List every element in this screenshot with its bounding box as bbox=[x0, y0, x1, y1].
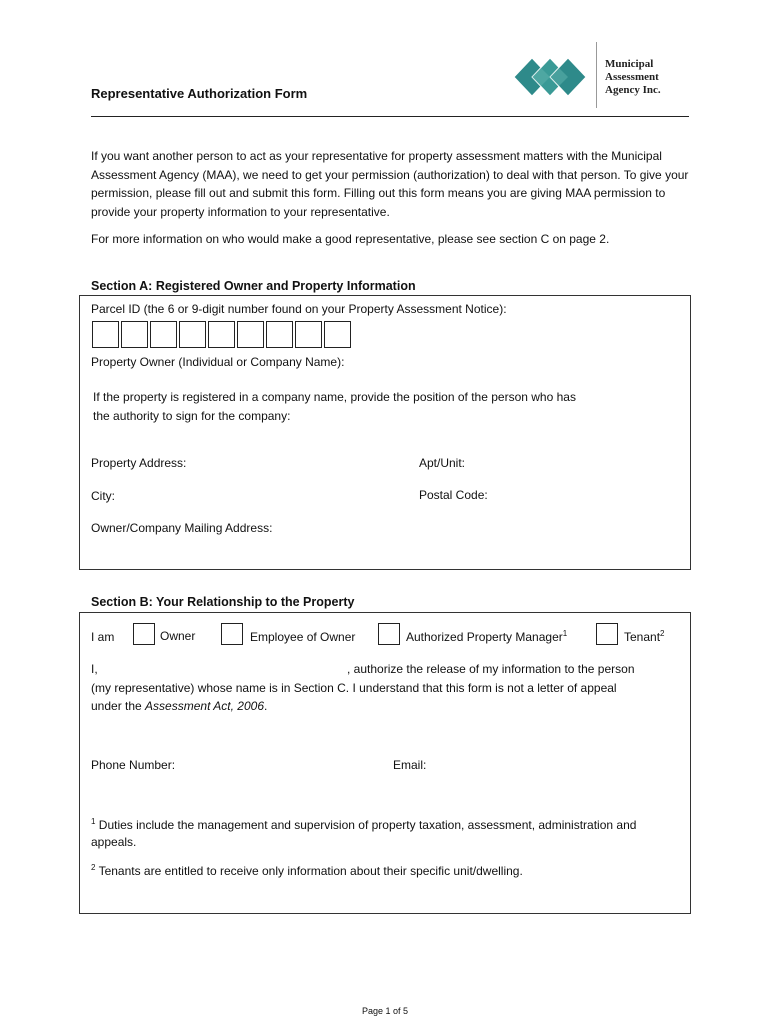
auth-line1: , authorize the release of my information to the person bbox=[347, 662, 635, 676]
assessment-act-title: Assessment Act, 2006 bbox=[145, 699, 264, 713]
tenant-option-text: Tenant bbox=[624, 630, 661, 644]
section-a-heading: Section A: Registered Owner and Property Information bbox=[91, 279, 416, 293]
employee-of-owner-checkbox[interactable] bbox=[221, 623, 243, 645]
parcel-digit-2[interactable] bbox=[121, 321, 148, 348]
auth-line2: (my representative) whose name is in Section C. I understand that this form is not a letter of appeal bbox=[91, 681, 617, 695]
auth-i-label: I, bbox=[91, 662, 98, 676]
title-divider bbox=[91, 116, 689, 117]
page-number: Page 1 of 5 bbox=[361, 1006, 409, 1016]
parcel-digit-9[interactable] bbox=[324, 321, 351, 348]
footnote-1-line2: appeals. bbox=[91, 835, 137, 849]
tenant-checkbox[interactable] bbox=[596, 623, 618, 645]
company-note-line2: the authority to sign for the company: bbox=[93, 409, 291, 423]
mailing-address-input[interactable] bbox=[285, 518, 676, 536]
postal-code-input[interactable] bbox=[492, 485, 676, 503]
parcel-digit-7[interactable] bbox=[266, 321, 293, 348]
property-address-label: Property Address: bbox=[91, 456, 187, 470]
intro-paragraph: If you want another person to act as your representative for property assessment matters with the Municipal Assessment Agency (MAA), we need to get your permission (authorization) to deal with that person. To give your permission, please fill out and submit this form. Filling out this form means you are giving MAA permission to provide your property information to your representative. bbox=[91, 149, 689, 219]
apt-unit-input[interactable] bbox=[476, 453, 676, 471]
email-label: Email: bbox=[393, 758, 427, 772]
property-address-input[interactable] bbox=[195, 453, 405, 471]
city-input[interactable] bbox=[118, 486, 405, 504]
parcel-digit-5[interactable] bbox=[208, 321, 235, 348]
footnote-1-text: Duties include the management and supervision of property taxation, assessment, administration and bbox=[95, 818, 637, 832]
form-title: Representative Authorization Form bbox=[91, 86, 308, 101]
email-input[interactable] bbox=[432, 755, 676, 773]
auth-line3-post: . bbox=[264, 699, 268, 713]
city-label: City: bbox=[91, 489, 115, 503]
employee-option-label: Employee of Owner bbox=[250, 630, 356, 644]
mailing-address-label: Owner/Company Mailing Address: bbox=[91, 521, 273, 535]
footnote-1-line1 bbox=[91, 817, 636, 832]
parcel-digit-6[interactable] bbox=[237, 321, 264, 348]
more-info-paragraph: For more information on who would make a good representative, please see section C on page 2. bbox=[91, 232, 610, 246]
auth-line3-pre: under the bbox=[91, 699, 146, 713]
company-note-line1: If the property is registered in a company name, provide the position of the person who has bbox=[93, 390, 576, 404]
manager-option-text: Authorized Property Manager bbox=[406, 630, 563, 644]
parcel-digit-1[interactable] bbox=[92, 321, 119, 348]
postal-code-label: Postal Code: bbox=[419, 488, 488, 502]
tenant-option-label bbox=[624, 629, 664, 644]
parcel-digit-4[interactable] bbox=[179, 321, 206, 348]
footnote-1-number: 1 bbox=[91, 817, 96, 826]
phone-number-label: Phone Number: bbox=[91, 758, 176, 772]
property-owner-input[interactable] bbox=[356, 352, 676, 370]
phone-number-input[interactable] bbox=[182, 755, 382, 773]
logo-separator bbox=[596, 42, 597, 108]
logo-name-line2: Assessment bbox=[605, 71, 659, 83]
logo-name-line1: Municipal bbox=[605, 58, 654, 70]
logo-name bbox=[605, 58, 661, 97]
owner-option-label: Owner bbox=[160, 629, 196, 643]
authorizer-name-input[interactable] bbox=[102, 659, 344, 677]
parcel-digit-8[interactable] bbox=[295, 321, 322, 348]
i-am-label: I am bbox=[91, 630, 115, 644]
parcel-id-field[interactable] bbox=[92, 321, 351, 348]
owner-checkbox[interactable] bbox=[133, 623, 155, 645]
maa-logo-icon bbox=[512, 56, 590, 100]
property-owner-label: Property Owner (Individual or Company Name): bbox=[91, 355, 345, 369]
auth-line3 bbox=[91, 699, 267, 713]
signing-position-input[interactable] bbox=[310, 406, 676, 424]
section-b-heading: Section B: Your Relationship to the Property bbox=[91, 595, 355, 609]
footnote-2 bbox=[91, 863, 523, 878]
manager-footnote-ref: 1 bbox=[562, 629, 568, 638]
footnote-2-number: 2 bbox=[91, 863, 96, 872]
apt-unit-label: Apt/Unit: bbox=[419, 456, 466, 470]
parcel-id-label: Parcel ID (the 6 or 9-digit number found on your Property Assessment Notice): bbox=[91, 302, 507, 316]
property-manager-checkbox[interactable] bbox=[378, 623, 400, 645]
logo-name-line3: Agency Inc. bbox=[605, 84, 661, 96]
manager-option-label bbox=[406, 629, 567, 644]
tenant-footnote-ref: 2 bbox=[660, 629, 665, 638]
parcel-digit-3[interactable] bbox=[150, 321, 177, 348]
footnote-2-text: Tenants are entitled to receive only information about their specific unit/dwelling. bbox=[95, 864, 523, 878]
